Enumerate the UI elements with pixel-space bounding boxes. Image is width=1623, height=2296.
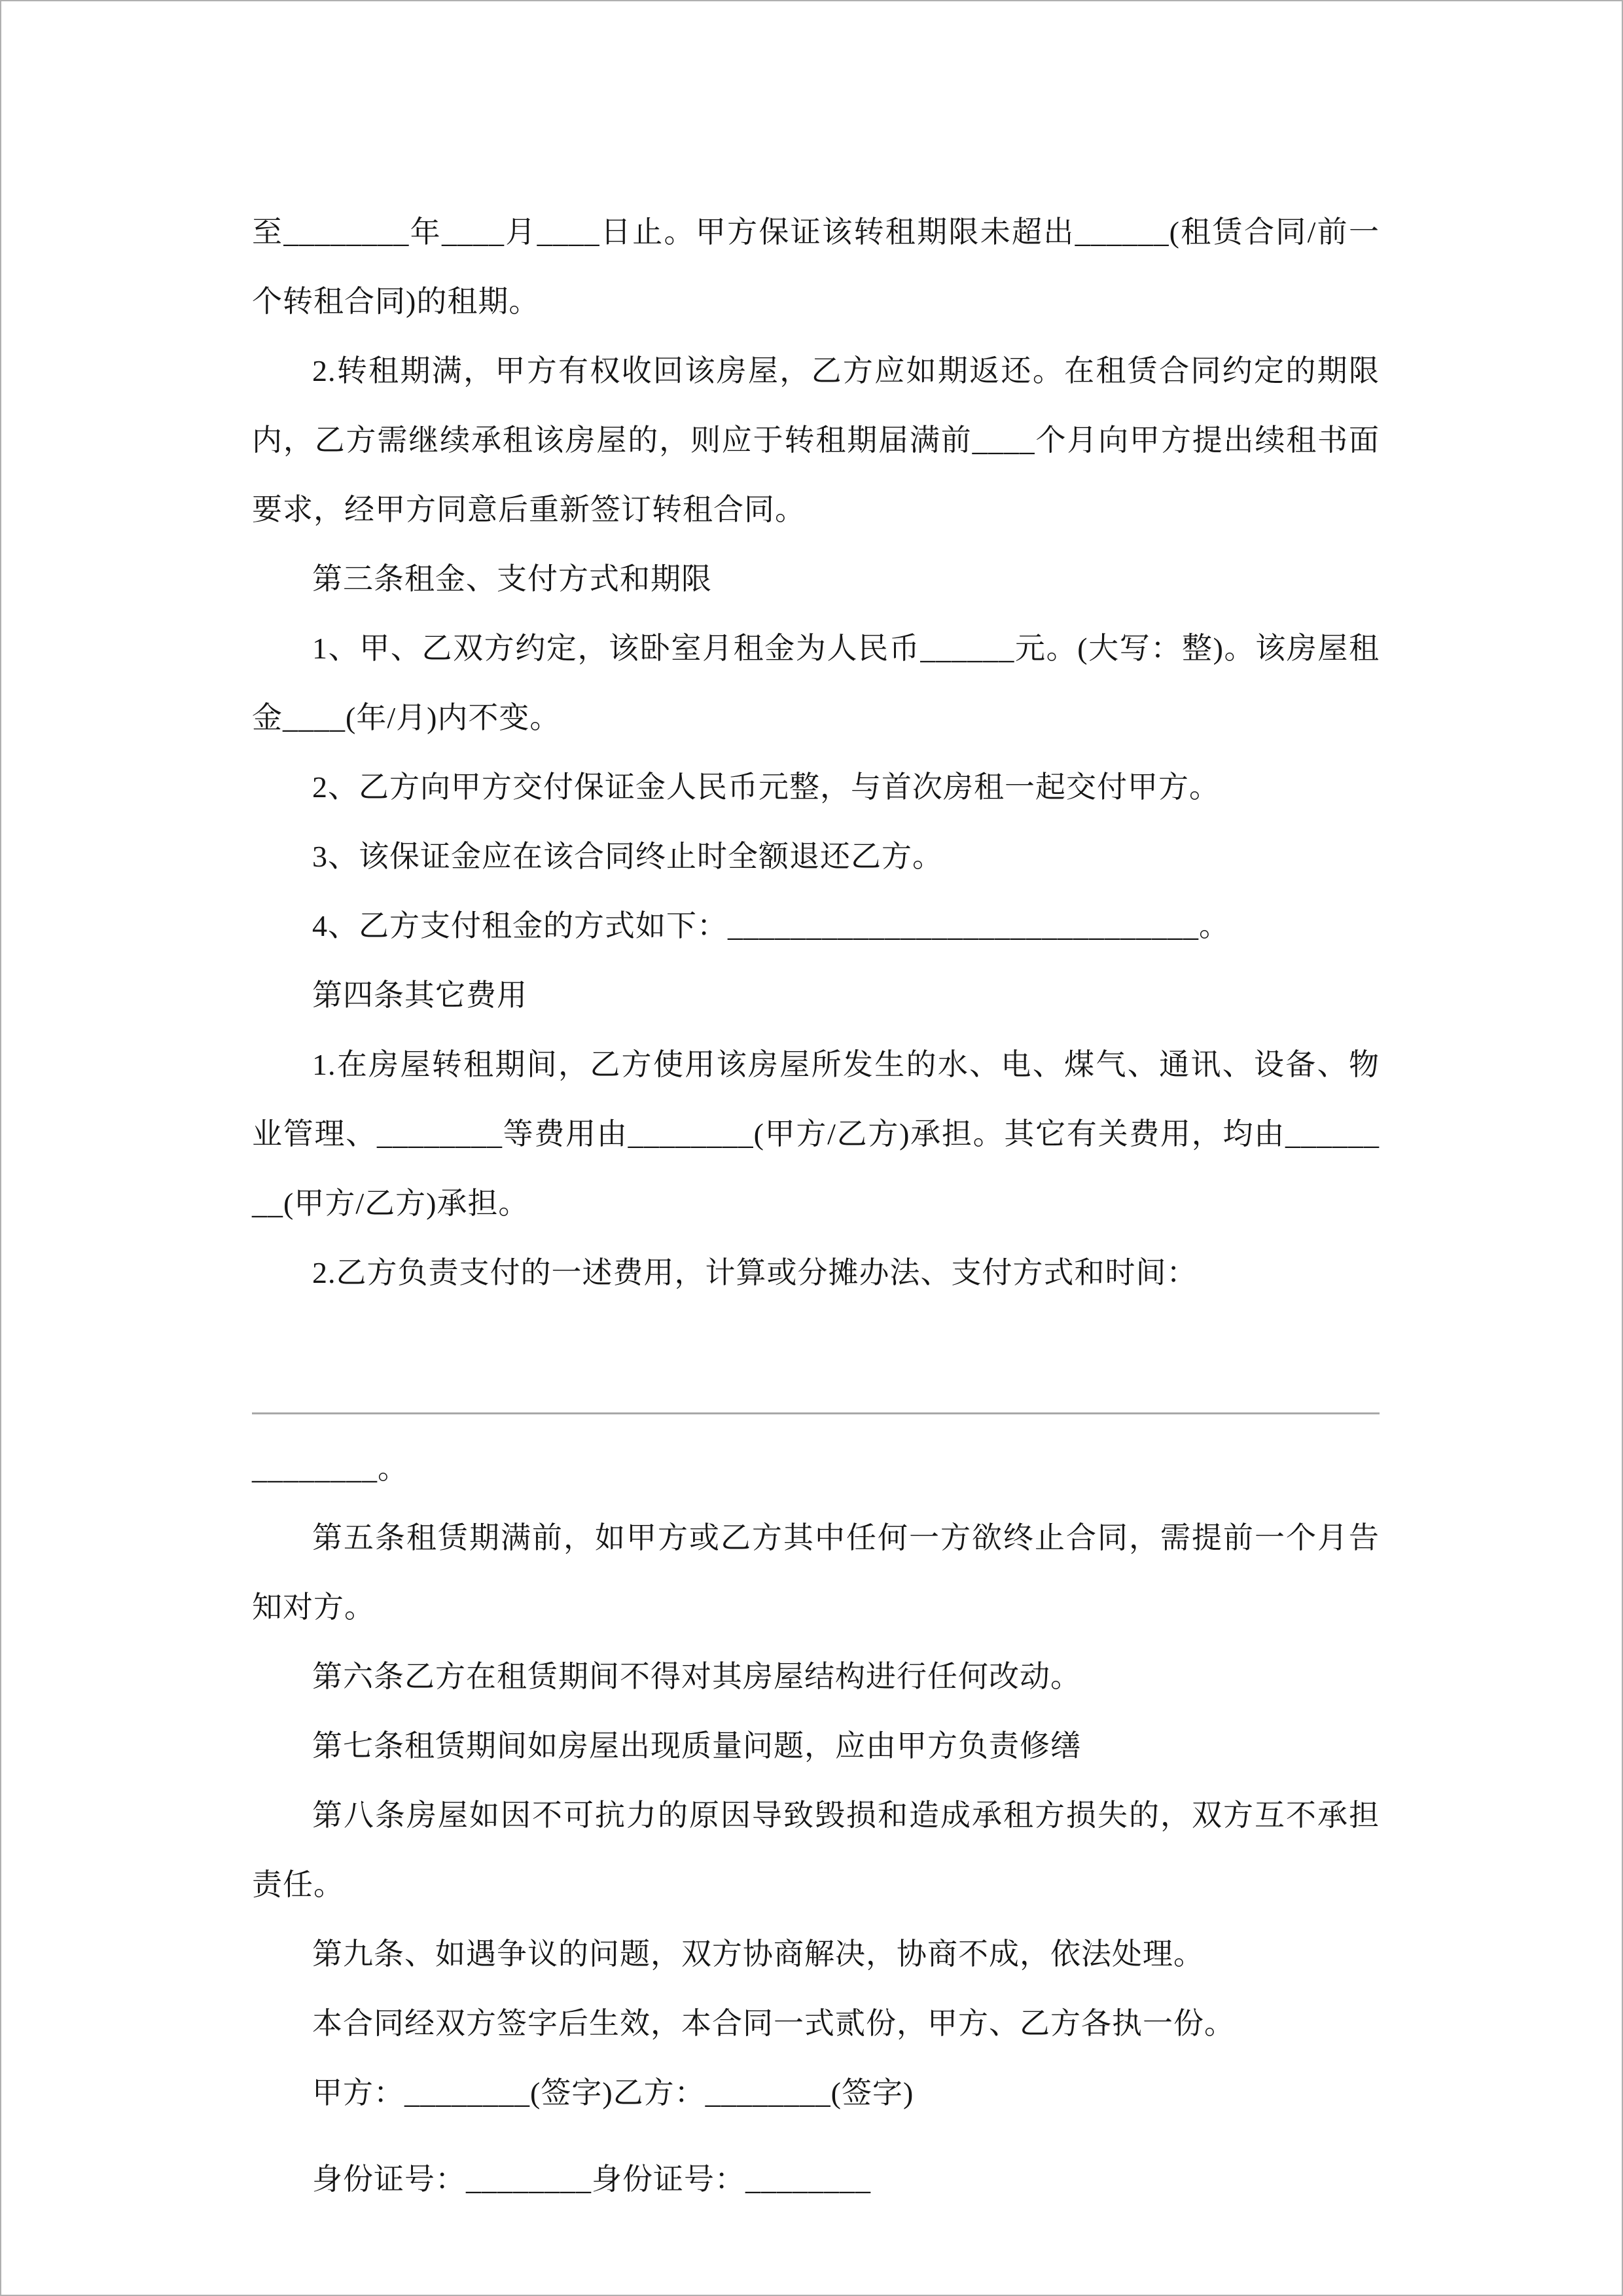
contract-paragraph-rent-4: 4、乙方支付租金的方式如下：______________________________。 [312,909,1230,942]
contract-paragraph-article-9: 第九条、如遇争议的问题，双方协商解决，协商不成，依法处理。 [312,1937,1204,1971]
contract-paragraph-sublease-term-2: 2.转租期满，甲方有权收回该房屋，乙方应如期返还。在租赁合同约定的期限内，乙方需继续承租该房屋的，则应于转租期届满前____个月向甲方提出续租书面要求，经甲方同意后重新签订转租合同。 [252,354,1380,526]
contract-paragraph-fees-2: 2.乙方负责支付的一述费用，计算或分摊办法、支付方式和时间： [312,1256,1198,1289]
contract-paragraph-fees-1: 1.在房屋转租期间，乙方使用该房屋所发生的水、电、煤气、通讯、设备、物业管理、________等费用由________(甲方/乙方)承担。其它有关费用，均由________(甲方/乙方)承担。 [252,1048,1380,1220]
contract-paragraph-continuation: 至________年____月____日止。甲方保证该转租期限未超出______(租赁合同/前一个转租合同)的租期。 [252,215,1380,318]
contract-paragraph-rent-3: 3、该保证金应在该合同终止时全额退还乙方。 [312,840,943,873]
contract-paragraph-article-6: 第六条乙方在租赁期间不得对其房屋结构进行任何改动。 [312,1660,1081,1693]
contract-paragraph-effectiveness: 本合同经双方签字后生效，本合同一式贰份，甲方、乙方各执一份。 [312,2007,1235,2040]
contract-paragraph-article-7: 第七条租赁期间如房屋出现质量问题，应由甲方负责修缮 [312,1729,1081,1763]
contract-heading-article-4: 第四条其它费用 [312,978,527,1012]
contract-paragraph-fill-end: ________。 [252,1452,408,1485]
contract-signature-line: 甲方：________(签字)乙方：________(签字) [312,2076,914,2109]
contract-id-number-line: 身份证号：________身份证号：________ [312,2162,871,2196]
contract-paragraph-article-5: 第五条租赁期满前，如甲方或乙方其中任何一方欲终止合同，需提前一个月告知对方。 [252,1521,1380,1624]
fill-in-line [252,1412,1380,1414]
contract-heading-article-3: 第三条租金、支付方式和期限 [312,562,712,596]
contract-paragraph-article-8: 第八条房屋如因不可抗力的原因导致毁损和造成承租方损失的，双方互不承担责任。 [252,1799,1380,1901]
contract-paragraph-rent-1: 1、甲、乙双方约定，该卧室月租金为人民币______元。(大写：整)。该房屋租金____(年/月)内不变。 [252,632,1380,734]
contract-paragraph-rent-2: 2、乙方向甲方交付保证金人民币元整，与首次房租一起交付甲方。 [312,770,1220,804]
